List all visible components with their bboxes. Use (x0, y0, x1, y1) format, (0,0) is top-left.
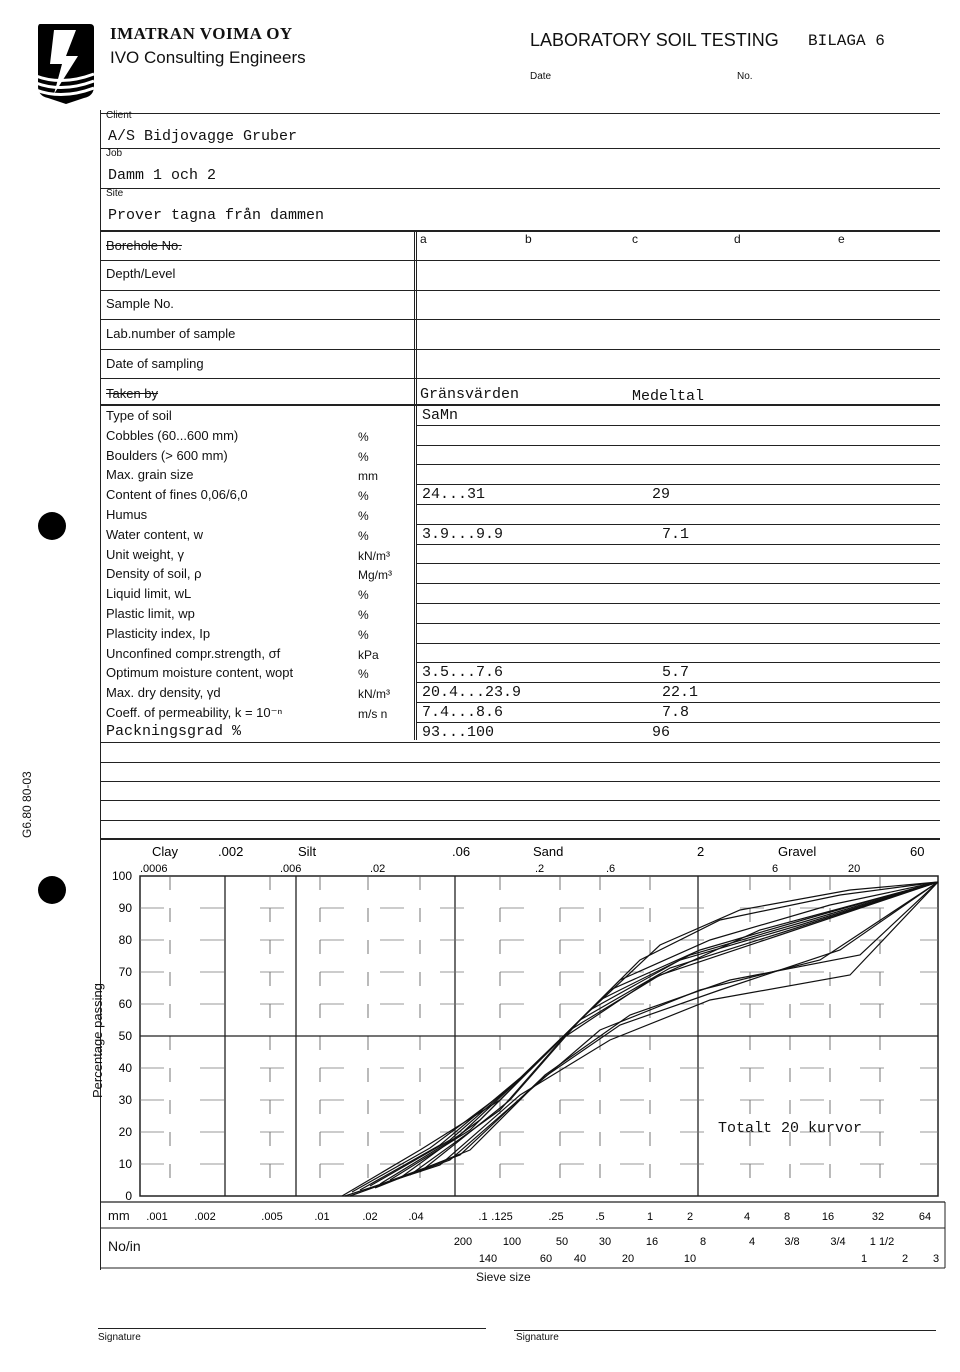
property-name: Cobbles (60...600 mm) (106, 427, 239, 443)
y-tick-label: 10 (118, 1157, 132, 1171)
property-unit: kN/m³ (358, 548, 390, 563)
property-unit: m/s n (358, 707, 388, 721)
property-limits: 93...100 (422, 723, 495, 741)
mm-tick-label: .25 (548, 1211, 564, 1223)
form-code: G6.80 80-03 (20, 771, 34, 838)
property-limits: 3.9...9.9 (422, 525, 504, 543)
chart-annotation: Totalt 20 kurvor (718, 1120, 863, 1137)
subzone-label: .006 (280, 863, 302, 875)
mm-tick-label: 4 (743, 1211, 751, 1223)
property-name: Coeff. of permeability, k = 10⁻ⁿ (106, 705, 283, 720)
sieve-no-label: 200 (453, 1236, 473, 1248)
mm-tick-label: .02 (362, 1211, 378, 1223)
property-unit: % (358, 489, 369, 504)
no-label: No. (737, 71, 753, 82)
mm-tick-label: .01 (314, 1211, 330, 1223)
property-limits: 24...31 (422, 486, 486, 504)
y-tick-label: 50 (118, 1029, 132, 1043)
property-name: Water content, w (106, 526, 204, 542)
property-unit: mm (358, 469, 378, 484)
zone-label: Clay (152, 844, 179, 859)
bilaga-label: BILAGA 6 (808, 32, 885, 50)
zone-label: 2 (697, 844, 705, 859)
property-mean: 29 (652, 486, 671, 504)
mm-tick-label: 32 (871, 1211, 885, 1223)
job-label: Job (106, 148, 123, 159)
col-head-mean: Medeltal (632, 388, 705, 405)
job-value: Damm 1 och 2 (108, 167, 217, 184)
property-limits: SaMn (422, 407, 459, 424)
signature-label-2: Signature (516, 1332, 559, 1343)
sieve-no-label: 10 (683, 1253, 697, 1265)
subzone-label: .2 (535, 863, 545, 875)
company-subtitle: IVO Consulting Engineers (110, 48, 306, 67)
zone-label: 60 (910, 844, 925, 859)
mm-tick-label: .5 (595, 1211, 605, 1223)
subzone-label: .02 (370, 863, 386, 875)
col-c: c (632, 232, 638, 246)
property-mean: 5.7 (662, 664, 690, 682)
property-unit: % (358, 449, 369, 464)
chart-ylabel: Percentage passing (90, 983, 105, 1098)
y-tick-label: 0 (125, 1189, 132, 1203)
property-unit: kPa (358, 647, 379, 662)
site-label: Site (106, 188, 124, 199)
col-head-limits: Gränsvärden (420, 386, 520, 403)
property-name: Plasticity index, Ip (106, 625, 211, 641)
mm-tick-label: .1 (478, 1211, 488, 1223)
sieve-no-label: 1 1/2 (869, 1236, 895, 1248)
property-name: Optimum moisture content, wopt (106, 665, 294, 681)
subzone-label: .6 (606, 863, 616, 875)
property-name: Type of soil (106, 408, 172, 423)
noin-label: No/in (108, 1238, 141, 1254)
property-mean: 22.1 (662, 684, 699, 702)
y-tick-label: 90 (118, 901, 132, 915)
property-name: Boulders (> 600 mm) (106, 447, 228, 463)
property-name: Packningsgrad % (106, 722, 242, 740)
lab-number-label: Lab.number of sample (106, 326, 236, 341)
property-mean: 7.1 (662, 525, 690, 543)
sample-label: Sample No. (106, 296, 174, 311)
col-b: b (525, 232, 532, 246)
sieve-no-label: 30 (598, 1236, 612, 1248)
client-label: Client (106, 110, 132, 121)
property-name: Unconfined compr.strength, σf (106, 645, 281, 661)
zone-label: Gravel (778, 844, 817, 859)
property-limits: 20.4...23.9 (422, 684, 522, 702)
y-tick-label: 20 (118, 1125, 132, 1139)
property-name: Content of fines 0,06/6,0 (106, 487, 248, 503)
sieve-no-label: 8 (699, 1236, 707, 1248)
property-unit: Mg/m³ (358, 568, 392, 583)
form-title: LABORATORY SOIL TESTING (530, 30, 779, 50)
sieve-no-label: 3/8 (784, 1236, 800, 1248)
subzone-label: 6 (772, 863, 779, 875)
site-value: Prover tagna från dammen (108, 207, 325, 224)
property-name: Unit weight, γ (106, 546, 185, 562)
date-label: Date (530, 71, 552, 82)
grading-curve (342, 882, 938, 1196)
grading-curve (375, 882, 938, 1188)
sieve-no-label: 100 (502, 1236, 522, 1248)
property-name: Liquid limit, wL (106, 586, 192, 602)
binder-hole-1 (38, 512, 66, 540)
property-limits: 3.5...7.6 (422, 664, 504, 682)
property-unit: % (358, 588, 369, 603)
property-name: Max. grain size (106, 467, 194, 483)
property-unit: kN/m³ (358, 687, 390, 702)
sieve-no-label: 50 (555, 1236, 569, 1248)
y-tick-label: 80 (118, 933, 132, 947)
y-tick-label: 30 (118, 1093, 132, 1107)
mm-tick-label: 2 (686, 1211, 694, 1223)
zone-label: .06 (452, 844, 471, 859)
property-limits: 7.4...8.6 (422, 704, 504, 721)
mm-tick-label: .005 (261, 1211, 283, 1223)
borehole-label: Borehole No. (106, 238, 182, 253)
property-name: Humus (106, 507, 148, 522)
property-name: Max. dry density, γd (106, 685, 221, 701)
mm-label: mm (108, 1208, 130, 1223)
date-sampling-label: Date of sampling (106, 356, 204, 371)
sieve-no-label: 2 (901, 1253, 909, 1265)
mm-tick-label: .125 (491, 1211, 513, 1223)
mm-tick-label: 16 (821, 1211, 835, 1223)
zone-label: .002 (218, 844, 244, 859)
sieve-no-label: 140 (478, 1253, 498, 1265)
company-logo-icon (32, 16, 100, 106)
sieve-no-label: 3 (932, 1253, 940, 1265)
mm-tick-label: 64 (918, 1211, 932, 1223)
col-d: d (734, 232, 741, 246)
y-tick-label: 40 (118, 1061, 132, 1075)
property-mean: 96 (652, 723, 671, 741)
property-unit: % (358, 667, 369, 682)
signature-label-1: Signature (98, 1332, 141, 1343)
col-e: e (838, 232, 845, 246)
grain-size-chart (0, 840, 960, 1280)
company-name: IMATRAN VOIMA OY (110, 24, 293, 43)
subzone-label: 20 (848, 863, 861, 875)
subzone-label: .0006 (140, 863, 168, 875)
y-tick-label: 60 (118, 997, 132, 1011)
y-tick-label: 70 (118, 965, 132, 979)
zone-label: Sand (533, 844, 564, 859)
property-mean: 7.8 (662, 704, 690, 721)
y-tick-label: 100 (111, 869, 132, 883)
property-unit: % (358, 429, 369, 444)
property-unit: % (358, 528, 369, 543)
mm-tick-label: 8 (783, 1211, 791, 1223)
property-unit: % (358, 608, 369, 622)
sieve-no-label: 60 (539, 1253, 553, 1265)
property-unit: % (358, 627, 369, 642)
sieve-no-label: 1 (860, 1253, 868, 1265)
depth-label: Depth/Level (106, 266, 176, 281)
grading-curve (380, 882, 938, 1184)
sieve-no-label: 40 (573, 1253, 587, 1265)
sieve-no-label: 4 (748, 1236, 756, 1248)
sieve-no-label: 16 (645, 1236, 659, 1248)
sieve-no-label: 3/4 (830, 1236, 846, 1248)
mm-tick-label: .002 (194, 1211, 216, 1223)
sieve-size-label: Sieve size (476, 1270, 531, 1284)
property-name: Density of soil, ρ (106, 566, 202, 582)
property-name: Plastic limit, wp (106, 606, 195, 621)
sieve-no-label: 20 (621, 1253, 635, 1265)
mm-tick-label: 1 (646, 1211, 654, 1223)
zone-label: Silt (298, 844, 317, 859)
client-value: A/S Bidjovagge Gruber (108, 128, 298, 145)
property-unit: % (358, 509, 369, 523)
col-a: a (420, 232, 427, 246)
taken-by-label: Taken by (106, 386, 159, 401)
mm-tick-label: .001 (146, 1211, 168, 1223)
mm-tick-label: .04 (408, 1211, 424, 1223)
